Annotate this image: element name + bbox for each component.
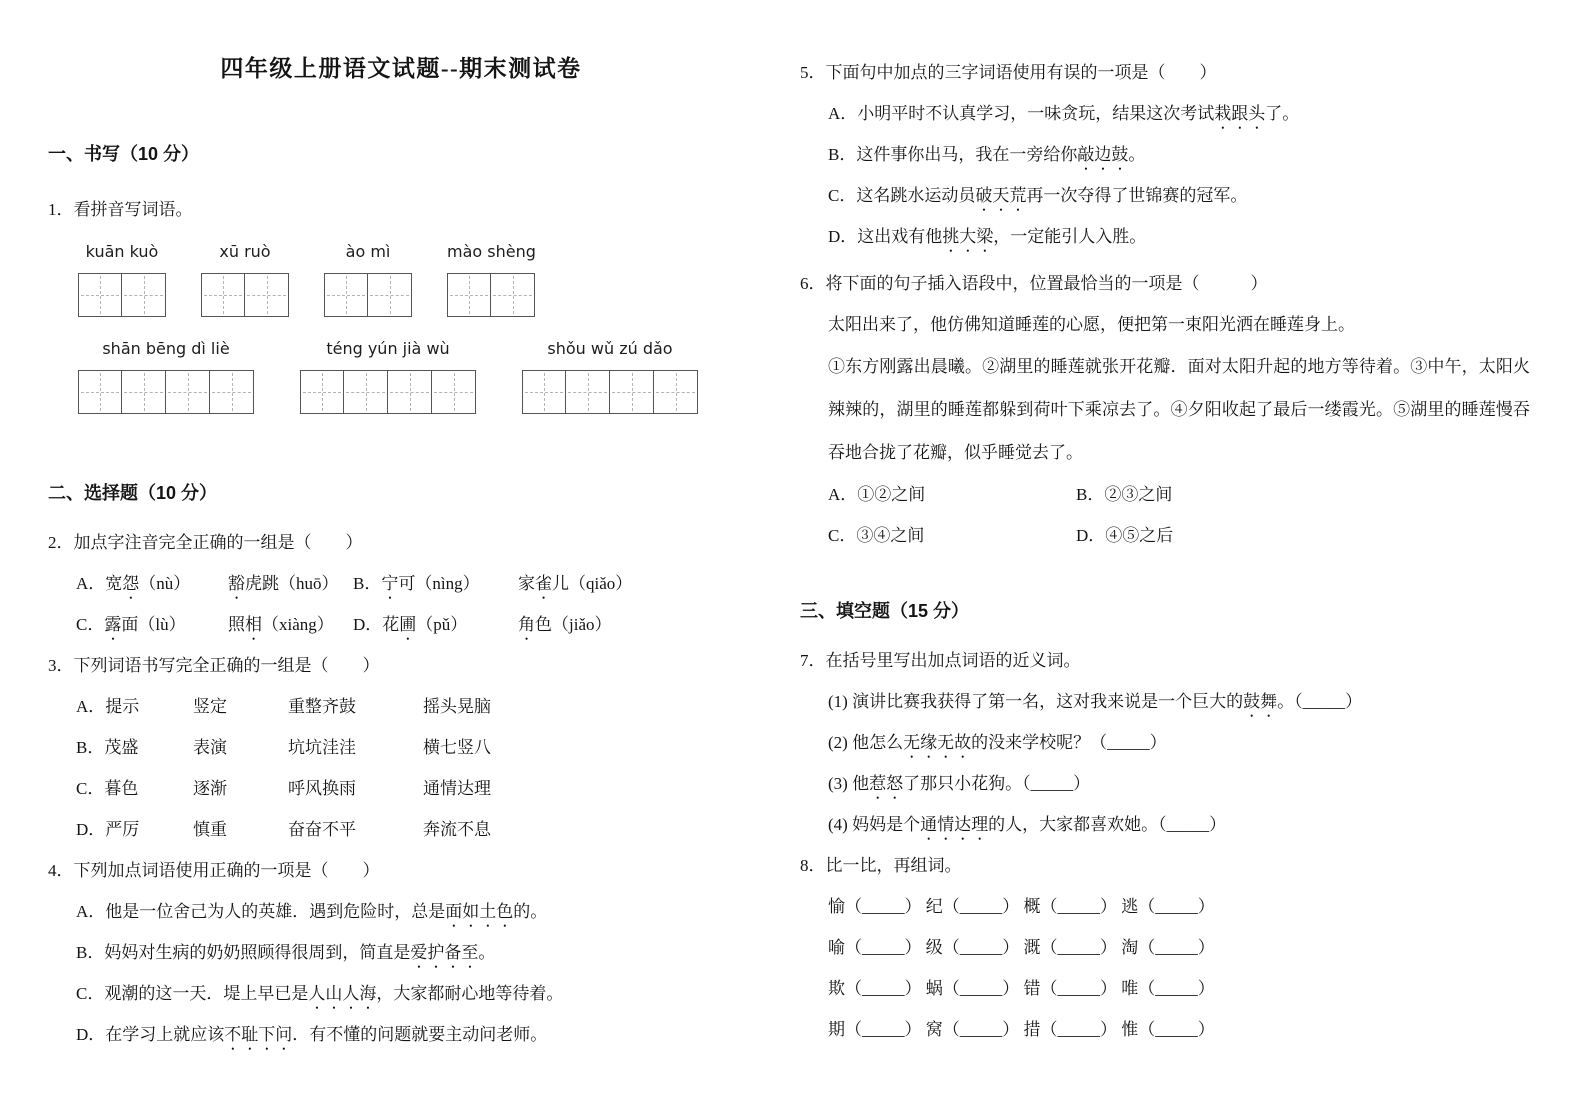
writing-grid	[78, 370, 254, 414]
writing-cell	[432, 370, 476, 414]
q6-insert-sentence: 太阳出来了，他仿佛知道睡莲的心愿，便把第一束阳光洒在睡莲身上。	[828, 315, 1355, 334]
q6-option-b: B．②③之间	[1076, 485, 1173, 504]
q3-cell: 重整齐鼓	[288, 697, 356, 716]
q3-option-d	[48, 809, 754, 850]
writing-cell	[201, 273, 245, 317]
writing-cell	[522, 370, 566, 414]
q4-option-d: D．在学习上就应该不耻下问．有不懂的问题就要主动问老师。	[76, 1025, 548, 1044]
section-1-heading: 一、书写（10 分）	[48, 144, 200, 164]
q2-cell: 角色（jiǎo）	[518, 615, 612, 634]
writing-cell	[300, 370, 344, 414]
q3-option-c	[48, 768, 754, 809]
q6-option-c: C．③④之间	[828, 526, 925, 545]
writing-cell	[447, 273, 491, 317]
writing-cell	[78, 370, 122, 414]
section-3-heading: 三、填空题（15 分）	[800, 601, 970, 621]
q7-item-2: (2) 他怎么无缘无故的没来学校呢？（_____）	[828, 733, 1167, 752]
writing-cell	[245, 273, 289, 317]
q2-option-d: D．花圃（pǔ）	[353, 615, 468, 634]
writing-cell	[166, 370, 210, 414]
q3-cell: C．暮色	[76, 779, 139, 798]
q3-cell: 逐渐	[193, 779, 227, 798]
q2-option-b: B．宁可（nìng）	[353, 574, 480, 593]
writing-cell	[344, 370, 388, 414]
q5-option-a: A．小明平时不认真学习，一味贪玩，结果这次考试栽跟头了。	[828, 104, 1300, 123]
q6-paragraph: ①东方刚露出晨曦。②湖里的睡莲就张开花瓣．面对太阳升起的地方等待着。③中午，太阳火辣辣的，湖里的睡莲都躲到荷叶下乘凉去了。④夕阳收起了最后一缕霞光。⑤湖里的睡莲慢吞吞地合拢了花瓣，似乎睡觉去了。	[828, 357, 1530, 462]
q6-option-d: D．④⑤之后	[1076, 526, 1174, 545]
q6-option-a: A．①②之间	[828, 485, 926, 504]
q2-option-a: A．宽怨（nù）	[76, 574, 191, 593]
writing-cell	[122, 273, 166, 317]
q2-options-row-2	[48, 604, 754, 645]
q8-line-2: 喻（_____） 级（_____） 溉（_____） 淘（_____）	[828, 938, 1215, 957]
writing-cell	[122, 370, 166, 414]
q1-word-unit	[201, 242, 289, 317]
q4-option-a: A．他是一位舍己为人的英雄．遇到危险时，总是面如土色的。	[76, 902, 548, 921]
pinyin-label: shǒu wǔ zú dǎo	[547, 339, 673, 358]
writing-cell	[610, 370, 654, 414]
writing-cell	[566, 370, 610, 414]
q7-item-4: (4) 妈妈是个通情达理的人，大家都喜欢她。（_____）	[828, 815, 1227, 834]
q3-cell: 奋奋不平	[288, 820, 356, 839]
writing-grid	[447, 273, 535, 317]
q7-stem: 7．在括号里写出加点词语的近义词。	[800, 651, 1081, 670]
q1-word-unit	[324, 242, 412, 317]
q3-cell: 摇头晃脑	[423, 697, 491, 716]
writing-cell	[368, 273, 412, 317]
q4-option-c: C．观潮的这一天．堤上早已是人山人海，大家都耐心地等待着。	[76, 984, 564, 1003]
q1-stem: 1．看拼音写词语。	[48, 200, 193, 219]
q1-word-unit	[447, 242, 536, 317]
q3-cell: 竖定	[193, 697, 227, 716]
q1-pinyin-grid-row-1	[48, 242, 754, 317]
q3-cell: 呼风换雨	[288, 779, 356, 798]
q3-cell: 奔流不息	[423, 820, 491, 839]
pinyin-label: téng yún jià wù	[326, 339, 450, 358]
q6-stem: 6．将下面的句子插入语段中，位置最恰当的一项是（ ）	[800, 274, 1268, 293]
pinyin-label: shān bēng dì liè	[102, 339, 230, 358]
q8-line-1: 愉（_____） 纪（_____） 概（_____） 逃（_____）	[828, 897, 1215, 916]
q1-word-unit	[522, 339, 698, 414]
pinyin-label: xū ruò	[219, 242, 271, 261]
page-title: 四年级上册语文试题--期末测试卷	[220, 56, 582, 81]
q1-word-unit	[300, 339, 476, 414]
q2-stem: 2．加点字注音完全正确的一组是（ ）	[48, 533, 363, 552]
section-2-heading: 二、选择题（10 分）	[48, 483, 218, 503]
q3-cell: 慎重	[193, 820, 227, 839]
q2-options-row-1	[48, 563, 754, 604]
writing-cell	[388, 370, 432, 414]
writing-grid	[201, 273, 289, 317]
q2-cell: 豁虎跳（huō）	[228, 574, 339, 593]
q3-cell: 通情达理	[423, 779, 491, 798]
writing-grid	[78, 273, 166, 317]
writing-grid	[324, 273, 412, 317]
q7-item-1: (1) 演讲比赛我获得了第一名，这对我来说是一个巨大的鼓舞。（_____）	[828, 692, 1363, 711]
q3-stem: 3．下列词语书写完全正确的一组是（ ）	[48, 656, 380, 675]
q3-option-a	[48, 686, 754, 727]
q3-cell: 坑坑洼洼	[288, 738, 356, 757]
q1-pinyin-grid-row-2	[48, 339, 754, 414]
writing-cell	[324, 273, 368, 317]
q5-option-c: C．这名跳水运动员破天荒再一次夺得了世锦赛的冠军。	[828, 186, 1248, 205]
q5-stem: 5．下面句中加点的三字词语使用有误的一项是（ ）	[800, 63, 1217, 82]
writing-grid	[300, 370, 476, 414]
q2-cell: 照相（xiàng）	[228, 615, 334, 634]
pinyin-label: kuān kuò	[85, 242, 159, 261]
q1-word-unit	[78, 242, 166, 317]
writing-cell	[78, 273, 122, 317]
q6-options-row-2	[800, 515, 1530, 556]
q2-cell: 家雀儿（qiǎo）	[518, 574, 633, 593]
q3-cell: 表演	[193, 738, 227, 757]
q8-stem: 8．比一比，再组词。	[800, 856, 962, 875]
q5-option-b: B．这件事你出马，我在一旁给你敲边鼓。	[828, 145, 1146, 164]
writing-cell	[210, 370, 254, 414]
q3-cell: 横七竖八	[423, 738, 491, 757]
q4-option-b: B．妈妈对生病的奶奶照顾得很周到，简直是爱护备至。	[76, 943, 496, 962]
q8-line-4: 期（_____） 窝（_____） 措（_____） 惟（_____）	[828, 1020, 1215, 1039]
q3-cell: A．提示	[76, 697, 140, 716]
pinyin-label: mào shèng	[447, 242, 536, 261]
q7-item-3: (3) 他惹怒了那只小花狗。（_____）	[828, 774, 1091, 793]
pinyin-label: ào mì	[345, 242, 391, 261]
writing-grid	[522, 370, 698, 414]
writing-cell	[654, 370, 698, 414]
q4-stem: 4．下列加点词语使用正确的一项是（ ）	[48, 861, 380, 880]
q8-line-3: 欺（_____） 蜗（_____） 错（_____） 唯（_____）	[828, 979, 1215, 998]
q3-cell: B．茂盛	[76, 738, 139, 757]
writing-cell	[491, 273, 535, 317]
left-column	[48, 0, 754, 1055]
q6-options-row-1	[800, 474, 1530, 515]
q3-cell: D．严厉	[76, 820, 140, 839]
q5-option-d: D．这出戏有他挑大梁，一定能引人入胜。	[828, 227, 1147, 246]
q3-option-b	[48, 727, 754, 768]
q1-word-unit	[78, 339, 254, 414]
right-column	[800, 0, 1530, 1050]
q2-option-c: C．露面（lù）	[76, 615, 186, 634]
